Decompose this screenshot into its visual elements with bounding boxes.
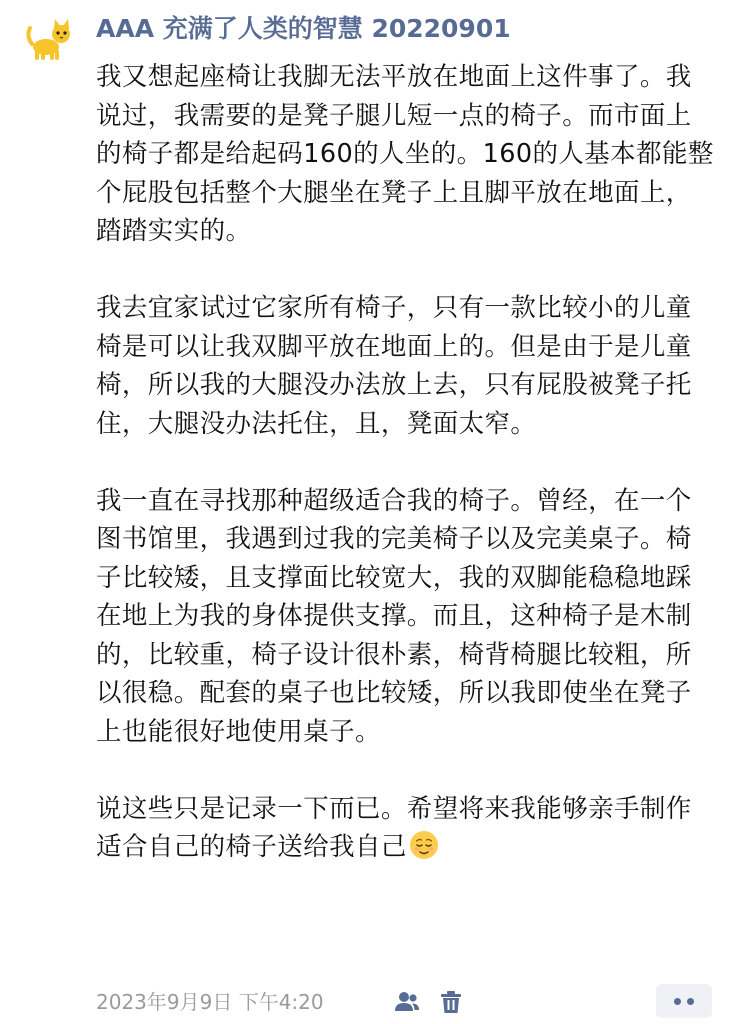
post-footer [96,984,716,1020]
post-author-nickname[interactable]: AAA 充满了人类的智慧 20220901 [96,14,511,43]
post-timestamp: 2023年9月9日 下午4:20 [96,990,324,1014]
more-dots-icon [687,998,694,1005]
friends-visibility-icon[interactable] [392,987,422,1017]
post-paragraph: 我一直在寻找那种超级适合我的椅子。曾经，在一个图书馆里，我遇到过我的完美椅子以及完美桌子。椅子比较矮，且支撑面比较宽大，我的双脚能稳稳地踩在地上为我的身体提供支撑。而且，这种椅子是木制的，比较重，椅子设计很朴素，椅背椅腿比较粗，所以很稳。配套的桌子也比较矮，所以我即使坐在凳子上也能很好地使用桌子。 [96,485,692,747]
post-paragraph: 我去宜家试过它家所有椅子，只有一款比较小的儿童椅是可以让我双脚平放在地面上的。但是由于是儿童椅，所以我的大腿没办法放上去，只有屁股被凳子托住，大腿没办法托住，且，凳面太窄。 [96,293,692,439]
more-dots-icon [674,998,681,1005]
yellow-cat-icon [24,14,74,64]
post-paragraph-text: 说这些只是记录一下而已。希望将来我能够亲手制作适合自己的椅子送给我自己 [96,793,692,862]
avatar[interactable] [24,14,74,64]
post-content [96,58,716,867]
trash-icon[interactable] [436,987,466,1017]
more-options-button[interactable] [656,984,712,1018]
relieved-face-emoji-icon [409,830,439,860]
post-paragraph-last [96,790,716,867]
post-paragraph: 我又想起座椅让我脚无法平放在地面上这件事了。我说过，我需要的是凳子腿儿短一点的椅子。而市面上的椅子都是给起码160的人坐的。160的人基本都能整个屁股包括整个大腿坐在凳子上且脚平放在地面上，踏踏实实的。 [96,62,714,246]
